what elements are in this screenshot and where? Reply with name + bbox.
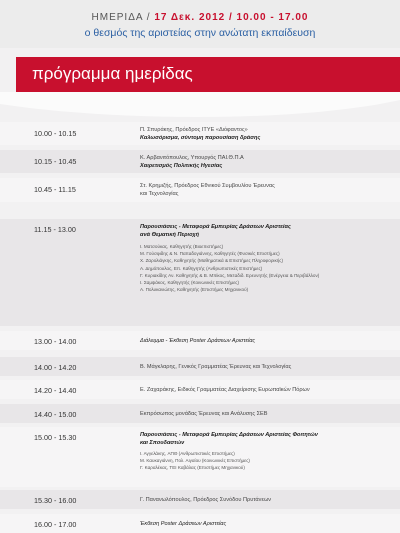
schedule-description bbox=[140, 410, 390, 418]
presenter: Ι. Ματσούκας, Καθηγητής (Βιοεπιστήμες) bbox=[140, 244, 224, 249]
schedule-row bbox=[0, 331, 400, 350]
schedule-row bbox=[0, 178, 400, 202]
schedule-row bbox=[0, 380, 400, 399]
speaker-line: Κ. Αρβανιτόπουλος, Υπουργός ΠΑΙ.Θ.Π.Α bbox=[140, 155, 244, 161]
schedule-time: 10.00 - 10.15 bbox=[34, 129, 77, 138]
schedule-time: 14.40 - 15.00 bbox=[34, 410, 77, 419]
schedule-description bbox=[140, 337, 390, 345]
speaker-line: Στ. Κρημιζής, Πρόεδρος Εθνικού Συμβουλίου Έρευνας bbox=[140, 183, 275, 189]
presenter: Γ. Καραλέκας, ΤΕΙ Καβάλας (Επιστήμες Μηχανικού) bbox=[140, 465, 245, 471]
schedule-row bbox=[0, 490, 400, 509]
schedule-time: 16.00 - 17.00 bbox=[34, 520, 77, 529]
schedule-description bbox=[140, 223, 390, 293]
presenter: Ι. Αγγελάκης, ΑΠΘ (Ανθρωπιστικές Επιστήμες) bbox=[140, 451, 235, 456]
presenter: Γ. Κυριακίδης Αν. Καθηγητής & Β. Μπίκος, Μεταδιδ. Ερευνητής (Ενέργεια & Περιβάλλον) bbox=[140, 272, 320, 278]
program-title: πρόγραμμα ημερίδας bbox=[32, 64, 193, 83]
schedule-description bbox=[140, 431, 390, 472]
presenter: Χ. Ζαρολιάγκης, Καθηγητής (Μαθηματικά & Επιστήμες Πληροφορικής) bbox=[140, 258, 284, 264]
schedule-time: 14.00 - 14.20 bbox=[34, 363, 77, 372]
schedule-time: 13.00 - 14.00 bbox=[34, 337, 77, 346]
event-label: ΗΜΕΡΙΔΑ / bbox=[91, 12, 151, 23]
schedule-description bbox=[140, 126, 390, 142]
schedule-description bbox=[140, 363, 390, 371]
topic-line-cont: και Σπουδαστών bbox=[140, 440, 185, 446]
topic-line: Διάλειμμα - Έκθεση Poster Δράσεων Αριστείας bbox=[140, 338, 256, 344]
schedule-description bbox=[140, 496, 390, 504]
schedule-time: 15.00 - 15.30 bbox=[34, 433, 77, 442]
topic-line: Χαιρετισμός Πολιτικής Ηγεσίας bbox=[140, 163, 223, 169]
topic-line: Έκθεση Poster Δράσεων Αριστείας bbox=[140, 521, 227, 527]
speaker-line-cont: και Τεχνολογίας bbox=[140, 191, 179, 197]
topic-line-cont: ανά Θεματική Περιοχή bbox=[140, 232, 199, 238]
topic-line: Καλωσόρισμα, σύντομη παρουσίαση δράσης bbox=[140, 135, 261, 141]
speaker-line: Εκπρόσωπος μονάδας Έρευνας και Ανάλυσης ΣΕΒ bbox=[140, 411, 268, 417]
schedule-description bbox=[140, 520, 390, 528]
presenter: Μ. Γούσφιδης & Ν. Παπαδογιάννης, Καθηγητές (Φυσικές Επιστήμες) bbox=[140, 251, 280, 257]
presenter: Α. Πολυκανιώτης, Καθηγητής (Επιστήμες Μηχανικού) bbox=[140, 287, 249, 293]
schedule-row bbox=[0, 404, 400, 423]
speaker-line: Ε. Ζαχαράκης, Ειδικός Γραμματέας Διαχείρισης Ευρωπαϊκών Πόρων bbox=[140, 387, 310, 393]
schedule-row bbox=[0, 514, 400, 533]
topic-line: Παρουσιάσεις - Μεταφορά Εμπειρίας Δράσεων Αριστείας Φοιτητών bbox=[140, 432, 318, 438]
topic-line: Παρουσιάσεις - Μεταφορά Εμπειρίας Δράσεων Αριστείας bbox=[140, 224, 291, 230]
presenter: Α. Δημόπουλος, Επ. Καθηγητής (Ανθρωπιστικές Επιστήμες) bbox=[140, 265, 263, 271]
schedule-time: 11.15 - 13.00 bbox=[34, 225, 76, 234]
speaker-line: Π. Σπυράκης, Πρόεδρος ΙΤΥΕ «Διόφαντος» bbox=[140, 127, 248, 133]
schedule-description bbox=[140, 182, 390, 198]
schedule-row bbox=[0, 357, 400, 376]
schedule-row bbox=[0, 427, 400, 487]
speaker-line: Β. Μάγκλαρης, Γενικός Γραμματέας Έρευνας και Τεχνολογίας bbox=[140, 364, 292, 370]
presenter: Ι. Σαμψάκος, Καθηγητής (Κοινωνικές Επιστήμες) bbox=[140, 280, 239, 286]
schedule-time: 10.15 - 10.45 bbox=[34, 157, 77, 166]
event-date-line bbox=[0, 12, 400, 23]
speaker-line: Γ. Πανανωλόπουλος, Πρόεδρος Συνόδου Πρυτάνεων bbox=[140, 497, 272, 503]
program-banner bbox=[16, 57, 400, 92]
schedule-row bbox=[0, 150, 400, 173]
schedule-time: 10.45 - 11.15 bbox=[34, 185, 76, 194]
schedule-time: 14.20 - 14.40 bbox=[34, 386, 77, 395]
event-header bbox=[0, 0, 400, 48]
schedule-description bbox=[140, 386, 390, 394]
schedule-time: 15.30 - 16.00 bbox=[34, 496, 77, 505]
schedule-description bbox=[140, 154, 390, 170]
schedule-row bbox=[0, 122, 400, 145]
event-subtitle: ο θεσμός της αριστείας στην ανώτατη εκπαίδευση bbox=[84, 27, 316, 39]
decorative-swoosh bbox=[0, 92, 400, 122]
schedule-row bbox=[0, 219, 400, 326]
event-date-time: 17 Δεκ. 2012 / 10.00 - 17.00 bbox=[154, 12, 309, 23]
presenter: Μ. Καυκαγιάννη, Πολ. Αιγαίου (Κοινωνικές Επιστήμες) bbox=[140, 458, 250, 464]
